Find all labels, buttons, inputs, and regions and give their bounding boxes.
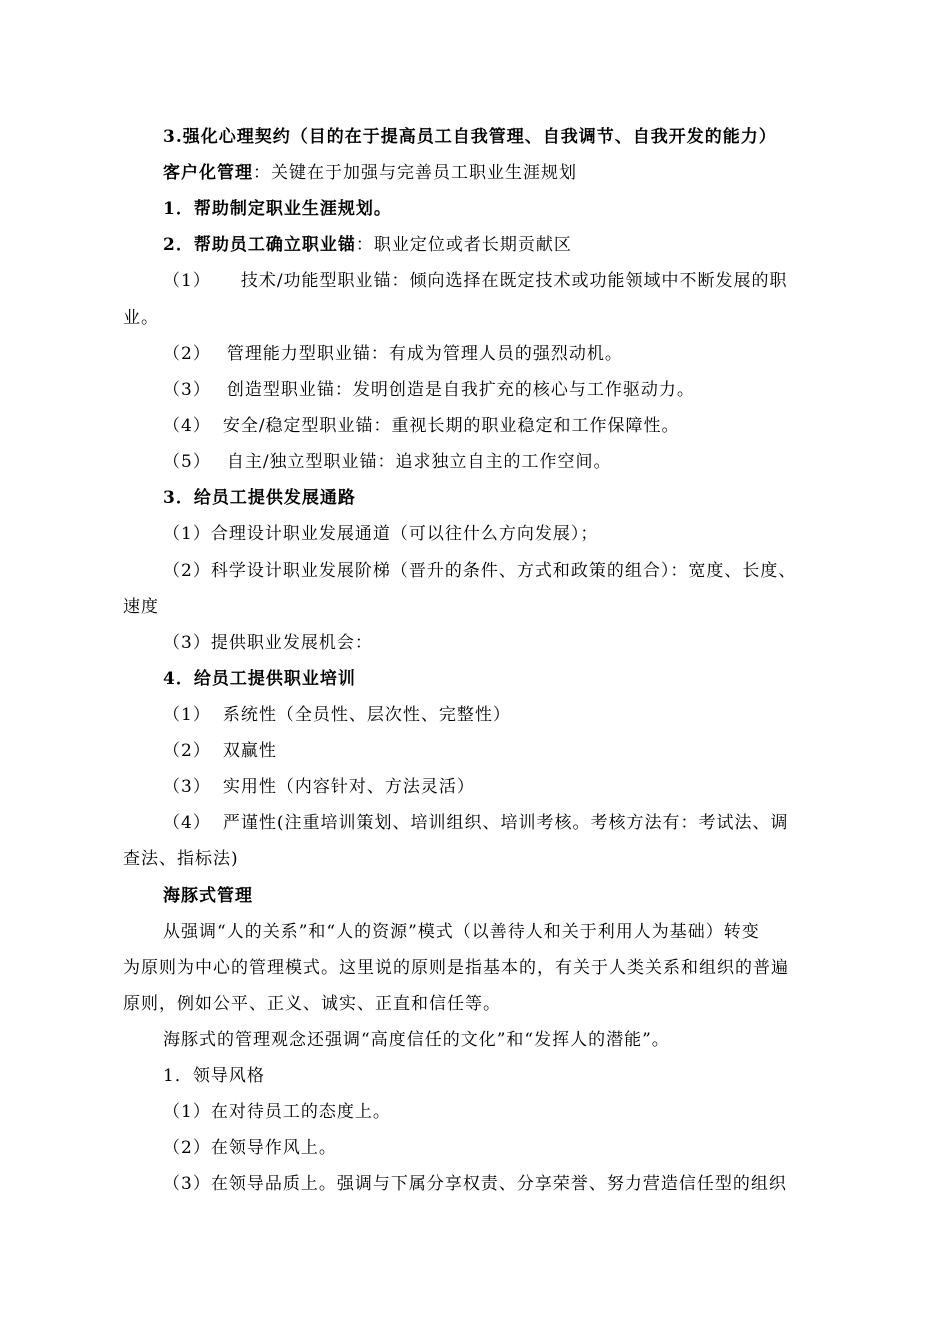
anchor-number: （1） bbox=[163, 271, 211, 291]
training-text: 实用性（内容针对、方法灵活） bbox=[222, 777, 475, 797]
training-item-4 bbox=[163, 812, 788, 834]
training-text: 双赢性 bbox=[222, 741, 277, 761]
anchor-item-2 bbox=[163, 343, 623, 365]
training-item-1 bbox=[163, 704, 511, 726]
training-number: （2） bbox=[163, 741, 211, 761]
anchor-number: （4） bbox=[163, 416, 211, 436]
anchor-text: 自主/独立型职业锚：追求独立自主的工作空间。 bbox=[226, 452, 612, 472]
anchor-text: 管理能力型职业锚：有成为管理人员的强烈动机。 bbox=[226, 344, 623, 364]
training-number: （4） bbox=[163, 813, 211, 833]
list-item-2-label: 2．帮助员工确立职业锚 bbox=[163, 235, 356, 255]
anchor-number: （2） bbox=[163, 344, 211, 364]
anchor-number: （5） bbox=[163, 452, 211, 472]
training-text: 严谨性(注重培训策划、培训组织、培训考核。考核方法有：考试法、调 bbox=[222, 813, 789, 833]
training-item-2 bbox=[163, 740, 277, 762]
training-number: （1） bbox=[163, 705, 211, 725]
training-number: （3） bbox=[163, 777, 211, 797]
client-management-line bbox=[163, 162, 577, 184]
dolphin-title: 海豚式管理 bbox=[163, 886, 253, 906]
dolphin-paragraph-line-3: 原则，例如公平、正义、诚实、正直和信任等。 bbox=[123, 994, 501, 1014]
dolphin-paragraph-line-1: 从强调“人的关系”和“人的资源”模式（以善待人和关于利用人为基础）转变 bbox=[163, 922, 760, 942]
anchor-item-5 bbox=[163, 451, 612, 473]
training-text: 系统性（全员性、层次性、完整性） bbox=[222, 705, 511, 725]
list-item-2-text: ：职业定位或者长期贡献区 bbox=[355, 235, 572, 255]
leadership-item-1: （1）在对待员工的态度上。 bbox=[163, 1102, 391, 1122]
section-heading: 3.强化心理契约（目的在于提高员工自我管理、自我调节、自我开发的能力） bbox=[163, 127, 777, 147]
path-item-2: （2）科学设计职业发展阶梯（晋升的条件、方式和政策的组合）：宽度、长度、 bbox=[163, 561, 797, 581]
anchor-item-1-continued: 业。 bbox=[123, 308, 159, 328]
list-item-4: 4．给员工提供职业培训 bbox=[163, 669, 356, 689]
anchor-text: 安全/稳定型职业锚：重视长期的职业稳定和工作保障性。 bbox=[222, 416, 680, 436]
anchor-item-1 bbox=[163, 270, 788, 292]
dolphin-paragraph-2: 海豚式的管理观念还强调“高度信任的文化”和“发挥人的潜能”。 bbox=[163, 1030, 670, 1050]
anchor-item-4 bbox=[163, 415, 680, 437]
leadership-item-2: （2）在领导作风上。 bbox=[163, 1138, 337, 1158]
path-item-2-continued: 速度 bbox=[123, 597, 159, 617]
leadership-heading: 1．领导风格 bbox=[163, 1066, 265, 1086]
training-item-4-continued: 查法、指标法) bbox=[123, 849, 239, 869]
path-item-1: （1）合理设计职业发展通道（可以往什么方向发展）； bbox=[163, 524, 599, 544]
anchor-text: 创造型职业锚：发明创造是自我扩充的核心与工作驱动力。 bbox=[226, 380, 695, 400]
list-item-2 bbox=[163, 234, 572, 256]
anchor-text: 技术/功能型职业锚：倾向选择在既定技术或功能领域中不断发展的职 bbox=[240, 271, 788, 291]
list-item-3: 3．给员工提供发展通路 bbox=[163, 488, 356, 508]
client-management-label: 客户化管理 bbox=[163, 163, 253, 183]
training-item-3 bbox=[163, 776, 475, 798]
list-item-1: 1．帮助制定职业生涯规划。 bbox=[163, 199, 392, 219]
dolphin-paragraph-line-2: 为原则为中心的管理模式。这里说的原则是指基本的，有关于人类关系和组织的普遍 bbox=[123, 958, 789, 978]
client-management-text: ：关键在于加强与完善员工职业生涯规划 bbox=[253, 163, 577, 183]
path-item-3: （3）提供职业发展机会： bbox=[163, 633, 373, 653]
anchor-number: （3） bbox=[163, 380, 211, 400]
anchor-item-3 bbox=[163, 379, 695, 401]
leadership-item-3: （3）在领导品质上。强调与下属分享权责、分享荣誉、努力营造信任型的组织 bbox=[163, 1174, 787, 1194]
